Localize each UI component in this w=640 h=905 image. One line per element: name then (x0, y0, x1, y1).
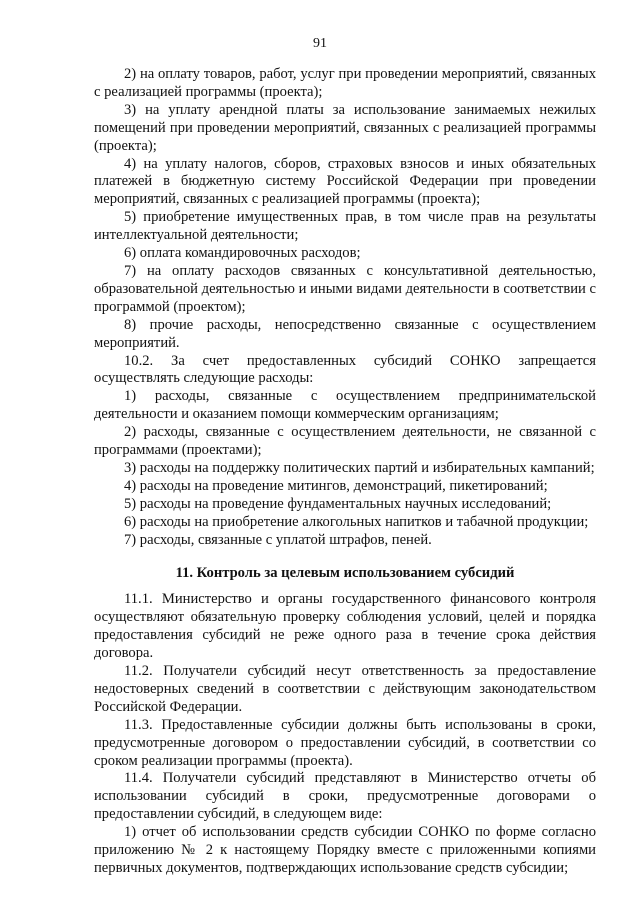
list-item-expense-8: 8) прочие расходы, непосредственно связанные с осуществлением мероприятий. (94, 316, 596, 351)
clause-11-3: 11.3. Предоставленные субсидии должны быть использованы в сроки, предусмотренные договором о предоставлении субсидий, в соответствии со сроком реализации программы (проекта). (94, 716, 596, 769)
page-number: 91 (313, 36, 327, 51)
list-item-expense-2: 2) на оплату товаров, работ, услуг при проведении мероприятий, связанных с реализацией программы (проекта); (94, 66, 596, 100)
clause-11-4: 11.4. Получатели субсидий представляют в Министерство отчеты об использовании субсидий в сроки, предусмотренные договорами о предоставлении субсидий, в следующем виде: (94, 770, 596, 823)
list-item-expense-5: 5) приобретение имущественных прав, в том числе прав на результаты интеллектуальной деятельности; (94, 209, 596, 244)
list-item-prohibited-3: 3) расходы на поддержку политических партий и избирательных кампаний; (124, 459, 595, 476)
list-item-prohibited-4: 4) расходы на проведение митингов, демонстраций, пикетирований; (124, 477, 548, 494)
list-item-expense-4: 4) на уплату налогов, сборов, страховых взносов и иных обязательных платежей в бюджетную систему Российской Федерации при проведении мероприятий, связанных с реализацией программы (проекта); (94, 155, 596, 208)
list-item-prohibited-5: 5) расходы на проведение фундаментальных научных исследований; (124, 495, 552, 512)
list-item-prohibited-2: 2) расходы, связанные с осуществлением деятельности, не связанной с программами (проектами); (94, 424, 596, 459)
clause-10-2: 10.2. За счет предоставленных субсидий СОНКО запрещается осуществлять следующие расходы: (94, 352, 596, 387)
list-item-expense-6: 6) оплата командировочных расходов; (124, 245, 361, 262)
document-body (94, 66, 596, 878)
list-item-expense-7: 7) на оплату расходов связанных с консультативной деятельностью, образовательной деятельностью и иными видами деятельности в соответствии с программой (проектом); (94, 262, 596, 315)
section-heading: 11. Контроль за целевым использованием субсидий (175, 565, 515, 582)
clause-11-2: 11.2. Получатели субсидий несут ответственность за предоставление недостоверных сведений в соответствии с действующим законодательством Российской Федерации. (94, 663, 596, 715)
list-item-prohibited-7: 7) расходы, связанные с уплатой штрафов, пеней. (124, 531, 432, 548)
list-item-report-1: 1) отчет об использовании средств субсидии СОНКО по форме согласно приложению № 2 к настоящему Порядку вместе с приложенными копиями первичных документов, подтверждающих использование средств субсидии; (94, 824, 596, 876)
list-item-prohibited-1: 1) расходы, связанные с осуществлением предпринимательской деятельности и оказанием помощи коммерческим организациям; (94, 388, 596, 423)
list-item-prohibited-6: 6) расходы на приобретение алкогольных напитков и табачной продукции; (124, 513, 589, 530)
list-item-expense-3: 3) на уплату арендной платы за использование занимаемых нежилых помещений при проведении мероприятий, связанных с реализацией программы (проекта); (94, 101, 596, 154)
clause-11-1: 11.1. Министерство и органы государственного финансового контроля осуществляют обязательную проверку соблюдения условий, целей и порядка предоставления субсидий не реже одного раза в течение срока действия договора. (94, 591, 596, 662)
